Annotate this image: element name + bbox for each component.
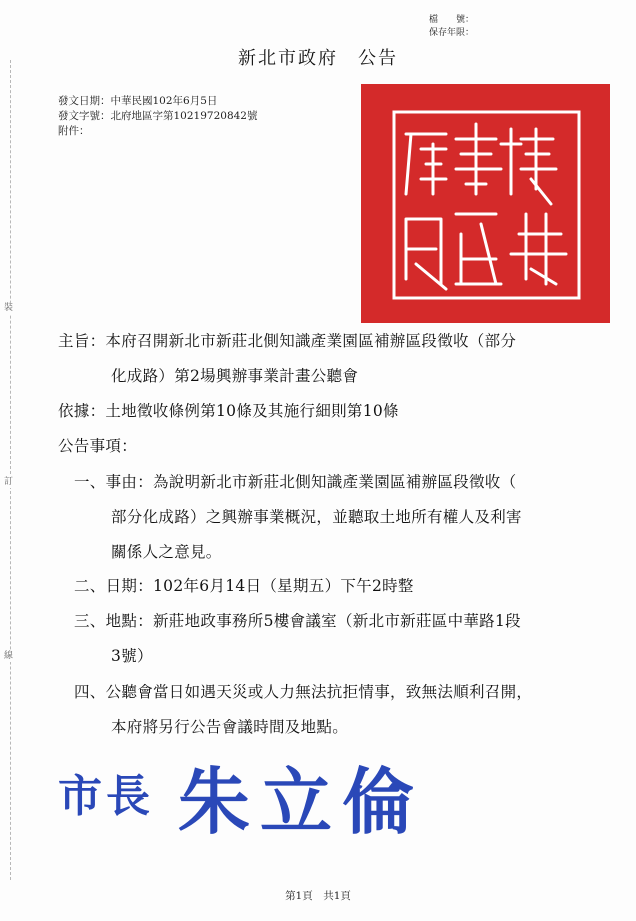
document-title: 新北市政府 公告	[238, 48, 398, 69]
subject-line-2: 化成路）第2場興辦事業計畫公聽會	[111, 367, 359, 385]
item-1-line-3: 關係人之意見。	[111, 543, 222, 561]
item-1-line-1: 一、事由：為說明新北市新莊北側知識產業園區補辦區段徵收（	[74, 473, 517, 491]
signature-name: 朱立倫	[178, 760, 425, 844]
item-3-line-2: 3號）	[111, 647, 153, 665]
binding-mark-ding: 訂	[4, 477, 14, 487]
item-4-line-1: 四、公聽會當日如遇天災或人力無法抗拒情事，致無法順利召開，	[74, 683, 533, 701]
item-3-line-1: 三、地點：新莊地政事務所5樓會議室（新北市新莊區中華路1段	[74, 612, 521, 630]
items-heading: 公告事項：	[58, 437, 138, 455]
issue-date: 發文日期：中華民國102年6月5日	[58, 95, 218, 107]
item-1-line-2: 部分化成路）之興辦事業概況，並聽取土地所有權人及利害	[111, 508, 522, 526]
signature-title: 市長	[58, 771, 154, 822]
seal-glyphs	[361, 84, 610, 323]
page-number: 第1頁 共1頁	[285, 890, 351, 902]
binding-line	[10, 60, 11, 880]
basis-line: 依據：土地徵收條例第10條及其施行細則第10條	[58, 402, 399, 420]
official-seal	[361, 84, 610, 323]
file-number-label: 檔 號：	[428, 15, 474, 25]
attachment-label: 附件：	[58, 125, 90, 137]
item-2: 二、日期：102年6月14日（星期五）下午2時整	[74, 577, 414, 595]
item-4-line-2: 本府將另行公告會議時間及地點。	[111, 718, 349, 736]
binding-mark-xian: 線	[4, 651, 14, 661]
document-number: 發文字號：北府地區字第10219720842號	[58, 110, 258, 122]
retention-period-label: 保存年限：	[428, 28, 474, 38]
binding-mark-zhuang: 裝	[4, 303, 14, 313]
subject-line-1: 主旨：本府召開新北市新莊北側知識產業園區補辦區段徵收（部分	[58, 332, 517, 350]
